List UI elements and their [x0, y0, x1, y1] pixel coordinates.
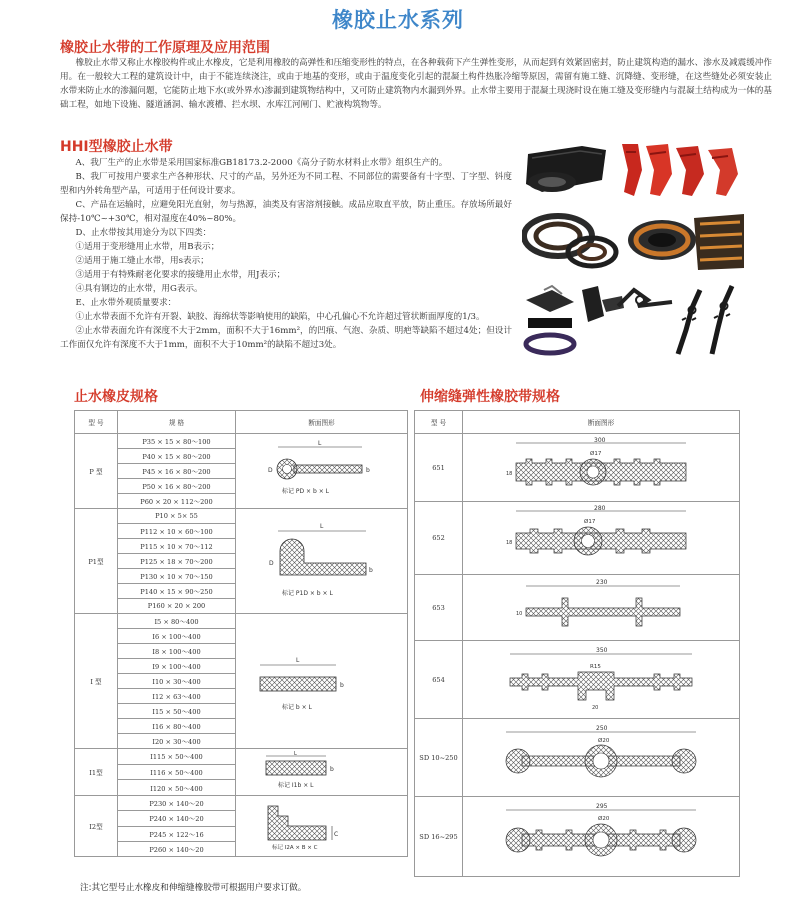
page-title: 橡胶止水系列	[332, 8, 464, 32]
section-heading-principle: 橡胶止水带的工作原理及应用范围	[60, 40, 270, 56]
spec-cell: P230 × 140～20	[118, 796, 236, 811]
left-header-diagram: 断面图形	[236, 411, 408, 434]
diagram-cell-654	[463, 641, 740, 719]
spec-cell: P140 × 15 × 90～250	[118, 584, 236, 599]
spec-cell: I8 × 100～400	[118, 644, 236, 659]
svg-text:b: b	[365, 467, 370, 474]
right-model-652: 652	[415, 502, 463, 575]
expansion-joint-table	[414, 410, 740, 877]
spec-cell: P125 × 18 × 70～200	[118, 554, 236, 569]
red-strip-photo	[618, 142, 748, 200]
spec-cell: I15 × 50～400	[118, 704, 236, 719]
i2-caption: 标记 I2A × B × C	[271, 845, 317, 851]
hhi-line-c: C、产品在运输时，应避免阳光直射，勿与热源，油类及有害溶剂接触。成品应取直平放，防止重压。存放场所最好保持-10℃~+30℃，相对湿度在40%~80%。	[60, 200, 512, 224]
i1-caption: 标记 I1b × L	[277, 782, 313, 789]
spec-cell: P130 × 10 × 70～150	[118, 569, 236, 584]
diagram-cell-651	[463, 434, 740, 502]
svg-text:L: L	[293, 751, 297, 757]
hhi-line-d1: ①适用于变形缝用止水带，用B表示；	[75, 242, 220, 252]
svg-text:295: 295	[596, 802, 608, 810]
svg-text:Ø17: Ø17	[584, 519, 596, 525]
diagram-cell-p1	[236, 509, 408, 614]
section-sd10-diagram	[466, 720, 736, 794]
spec-cell: I12 × 63～400	[118, 689, 236, 704]
diagram-cell-653	[463, 575, 740, 641]
spec-cell: P10 × 5× 55	[118, 509, 236, 524]
spec-cell: P35 × 15 × 80～100	[118, 434, 236, 449]
section-sd16-diagram	[466, 798, 736, 874]
product-photos	[522, 140, 748, 358]
hhi-line-a: A、我厂生产的止水带是采用国家标准GB18173.2-2000《高分子防水材料止水带》组织生产的。	[75, 158, 448, 168]
right-model-654: 654	[415, 641, 463, 719]
spec-cell: I10 × 30～400	[118, 674, 236, 689]
svg-text:L: L	[295, 657, 299, 664]
svg-text:250: 250	[596, 724, 608, 732]
black-strip-photo	[522, 142, 612, 200]
right-model-653: 653	[415, 575, 463, 641]
steel-edge-photo	[624, 204, 748, 274]
svg-text:D: D	[267, 467, 273, 474]
svg-text:350: 350	[596, 646, 608, 654]
diagram-cell-sd10	[463, 719, 740, 797]
spec-cell: P60 × 20 × 112～200	[118, 494, 236, 509]
svg-text:b: b	[339, 682, 344, 689]
coil-photo	[522, 204, 620, 274]
diagram-cell-i2	[236, 796, 408, 857]
p-caption: 标记 PD × b × L	[281, 488, 329, 495]
spec-cell: I16 × 80～400	[118, 719, 236, 734]
footnote: 注:其它型号止水橡皮和伸缩缝橡胶带可根据用户要求订做。	[80, 883, 307, 893]
spec-cell: P50 × 16 × 80～200	[118, 479, 236, 494]
spec-cell: I120 × 50～400	[118, 780, 236, 796]
spec-cell: P45 × 16 × 80～200	[118, 464, 236, 479]
spec-cell: I9 × 100～400	[118, 659, 236, 674]
hhi-line-e2: ②止水带表面允许有深度不大于2mm，面积不大于16mm²，的凹痕、气泡、杂质、明疤等缺陷不超过4处；但设计工作面仅允许有深度不大于1mm，面积不大于10mm²的缺陷不超过3处。	[60, 326, 512, 350]
svg-text:20: 20	[592, 704, 599, 711]
spec-cell: P260 × 140～20	[118, 841, 236, 856]
svg-text:L: L	[317, 440, 321, 447]
spec-cell: P40 × 15 × 80～200	[118, 449, 236, 464]
model-cell-p: P 型	[75, 434, 118, 509]
spec-cell: P115 × 10 × 70～112	[118, 539, 236, 554]
svg-text:18: 18	[506, 470, 513, 477]
i-caption: 标记 b × L	[281, 704, 312, 711]
section-652-diagram	[466, 503, 736, 571]
diagram-cell-i	[236, 614, 408, 749]
svg-text:b: b	[329, 766, 334, 773]
svg-text:280: 280	[594, 505, 606, 512]
principle-text: 橡胶止水带又称止水橡胶构件或止水橡皮，它是利用橡胶的高弹性和压缩变形性的特点，在各种载荷下产生弹性变形，从而起到有效紧固密封，防止建筑构造的漏水、渗水及减震缓冲作用。在一般较大工程的建筑设计中，由于不能连续浇注，或由于地基的变形，或由于温度变化引起的混凝土构件热胀冷缩等原因，需留有施工缝、沉降缝、变形缝，在这些缝处必须安装止水带来防止水的渗漏问题，它能防止地下水(或外界水)渗漏到建筑物结构中，又可防止建筑物内水漏到外界。止水带主要用于混凝土现浇时设在施工缝及变形缝内与混凝土结构成为一体的基础工程，如地下设施、隧道涵洞、输水渡槽、拦水坝、水库江河闸门、贮液构筑物等。	[60, 58, 772, 110]
hhi-line-b: B、我厂可按用户要求生产各种形状、尺寸的产品，另外还为不同工程、不同部位的需要备有十字型、丁字型、钭度型和内外转角型产品，可适用于任何设计要求。	[60, 172, 512, 196]
spec-cell: P240 × 140～20	[118, 811, 236, 826]
model-cell-i: I 型	[75, 614, 118, 749]
i2-type-section-diagram	[242, 796, 402, 854]
model-cell-i2: I2型	[75, 796, 118, 857]
spec-cell: I115 × 50～400	[118, 749, 236, 765]
right-model-sd16: SD 16~295	[415, 797, 463, 877]
p1-type-section-diagram	[242, 515, 402, 605]
assorted-waterstop-photo	[522, 280, 748, 358]
hhi-line-d3: ③适用于有特殊耐老化要求的接缝用止水带，用J表示；	[75, 270, 286, 280]
svg-text:Ø17: Ø17	[590, 450, 602, 457]
hhi-line-d2: ②适用于施工缝止水带，用s表示；	[75, 256, 209, 266]
hhi-line-e: E、止水带外观质量要求：	[75, 298, 177, 308]
section-654-diagram	[466, 642, 736, 716]
svg-text:D: D	[268, 560, 274, 567]
left-table-heading: 止水橡皮规格	[74, 389, 158, 405]
diagram-cell-p	[236, 434, 408, 509]
svg-text:230: 230	[596, 578, 608, 586]
i1-type-section-diagram	[242, 749, 402, 793]
i-type-section-diagram	[242, 625, 402, 735]
svg-text:10: 10	[516, 610, 523, 617]
p-type-section-diagram	[242, 435, 402, 505]
spec-cell: I6 × 100～400	[118, 629, 236, 644]
right-header-diagram: 断面图形	[463, 411, 740, 434]
svg-text:300: 300	[594, 436, 606, 444]
model-cell-p1: P1型	[75, 509, 118, 614]
svg-text:Ø20: Ø20	[598, 737, 610, 744]
spec-cell: P112 × 10 × 60～100	[118, 524, 236, 539]
spec-cell: I5 × 80～400	[118, 614, 236, 629]
svg-text:C: C	[333, 831, 338, 838]
right-header-model: 型 号	[415, 411, 463, 434]
svg-text:L: L	[319, 523, 323, 530]
model-cell-i1: I1型	[75, 749, 118, 796]
svg-text:Ø20: Ø20	[598, 815, 610, 822]
p1-caption: 标记 P1D × b × L	[281, 590, 333, 597]
svg-text:18: 18	[506, 540, 513, 546]
diagram-cell-652	[463, 502, 740, 575]
hhi-line-d: D、止水带按其用途分为以下四类：	[75, 228, 212, 238]
principle-paragraph	[60, 56, 772, 112]
left-header-model: 型 号	[75, 411, 118, 434]
section-651-diagram	[466, 435, 736, 499]
svg-text:R15: R15	[590, 663, 601, 670]
section-653-diagram	[466, 576, 736, 638]
section-heading-hhi: HHI型橡胶止水带	[60, 139, 173, 155]
right-table-heading: 伸缩缝弹性橡胶带规格	[420, 389, 560, 405]
hhi-paragraphs	[60, 156, 512, 352]
rubber-spec-table	[74, 410, 408, 857]
product-photo-collage	[522, 140, 748, 358]
right-model-sd10: SD 10~250	[415, 719, 463, 797]
diagram-cell-sd16	[463, 797, 740, 877]
spec-cell: P160 × 20 × 200	[118, 599, 236, 614]
spec-cell: I20 × 30～400	[118, 734, 236, 749]
right-model-651: 651	[415, 434, 463, 502]
svg-text:b: b	[368, 567, 373, 574]
diagram-cell-i1	[236, 749, 408, 796]
spec-cell: P245 × 122～16	[118, 826, 236, 841]
left-header-spec: 规 格	[118, 411, 236, 434]
hhi-line-d4: ④具有钢边的止水带，用G表示。	[75, 284, 203, 294]
spec-cell: I116 × 50～400	[118, 764, 236, 780]
hhi-line-e1: ①止水带表面不允许有开裂、缺胶、海绵状等影响使用的缺陷，中心孔偏心不允许超过管状断面厚度的1/3。	[75, 312, 485, 322]
